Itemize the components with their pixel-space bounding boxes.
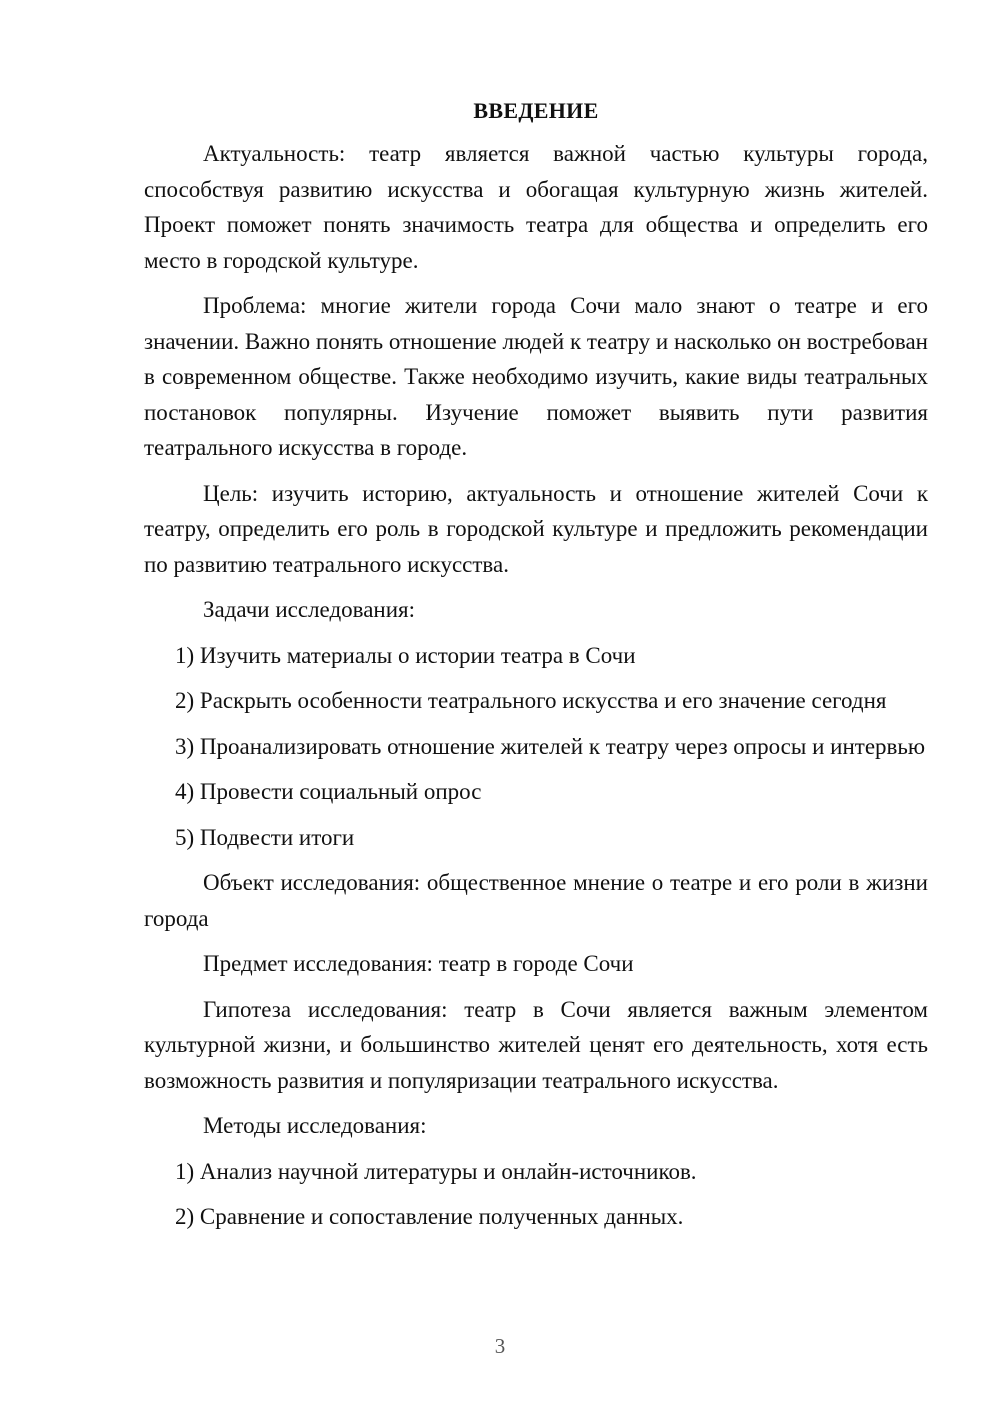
- paragraph-tasks-heading: Задачи исследования:: [203, 597, 416, 622]
- list-item: 5) Подвести итоги: [175, 824, 355, 850]
- paragraph-object: Объект исследования: общественное мнение о театре и его роли в жизни города: [144, 870, 928, 931]
- list-item: 2) Сравнение и сопоставление полученных данных.: [175, 1204, 684, 1229]
- paragraph-problem: Проблема: многие жители города Сочи мало знают о театре и его значении. Важно понять отношение людей к театру и насколько он востребован в современном обществе. Также необходимо изучить, какие виды театральных постановок популярны. Изучение поможет выявить пути развития театрального искусства в городе.: [144, 293, 928, 460]
- paragraph-hypothesis: Гипотеза исследования: театр в Сочи является важным элементом культурной жизни, и большинство жителей ценят его деятельность, хотя есть возможность развития и популяризации театрального искусства.: [144, 996, 928, 1093]
- list-item: 1) Анализ научной литературы и онлайн-источников.: [175, 1158, 697, 1184]
- document-page: [144, 96, 928, 1235]
- page-number: 3: [494, 1334, 506, 1358]
- paragraph-subject: Предмет исследования: театр в городе Сочи: [203, 951, 634, 976]
- list-item: 4) Провести социальный опрос: [175, 779, 482, 804]
- list-item: 1) Изучить материалы о истории театра в Сочи: [175, 642, 636, 668]
- paragraph-methods-heading: Методы исследования:: [203, 1113, 427, 1138]
- list-item: 2) Раскрыть особенности театрального искусства и его значение сегодня: [175, 688, 887, 713]
- section-title: ВВЕДЕНИЕ: [473, 98, 599, 123]
- paragraph-goal: Цель: изучить историю, актуальность и отношение жителей Сочи к театру, определить его роль в городской культуре и предложить рекомендации по развитию театрального искусства.: [144, 480, 928, 577]
- list-item: 3) Проанализировать отношение жителей к театру через опросы и интервью: [175, 733, 926, 759]
- paragraph-relevance: Актуальность: театр является важной частью культуры города, способствуя развитию искусства и обогащая культурную жизнь жителей. Проект поможет понять значимость театра для общества и определить его место в городской культуре.: [144, 141, 928, 273]
